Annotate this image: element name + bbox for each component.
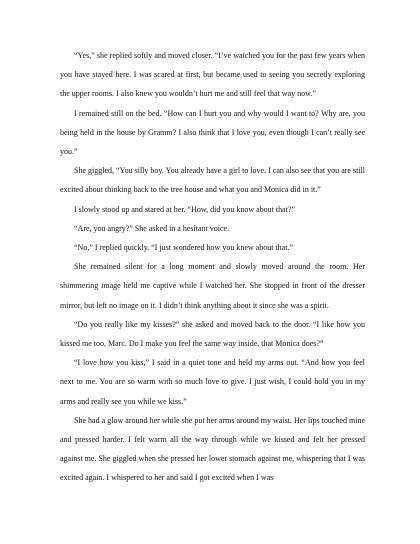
paragraph: I remained still on the bed. “How can I hurt you and why would I want to? Why are, you being held in the house by Gramm? I also think that I love you, even though I can’t really see you.” bbox=[60, 108, 365, 157]
paragraph: She giggled, “You silly boy. You already have a girl to love. I can also see that you are still excited about thinking back to the tree house and what you and Monica did in it.” bbox=[60, 166, 365, 195]
paragraph: She had a glow around her while she put her arms around my waist. Her lips touched mine and pressed harder. I felt warm all the way through while we kissed and felt her pressed against me. She giggled when she pressed her lower stomach against me, whispering that I was excited again. I whispered to her and said I got excited when I was bbox=[60, 415, 365, 483]
paragraph: She remained silent for a long moment and slowly moved around the room. Her shimmering image held me captive while I watched her. She stopped in front of the dresser mirror, but left no image on it. I didn’t think anything about it since she was a spirit. bbox=[60, 262, 365, 310]
page-text bbox=[60, 46, 365, 488]
paragraph: “Do you really like my kisses?” she asked and moved back to the door. “I like how you kissed me too, Marc. Do I make you feel the same way inside, that Monica does?” bbox=[60, 319, 365, 349]
paragraph: “No,” I replied quickly. “I just wondered how you knew about that.” bbox=[74, 243, 293, 253]
paragraph: I slowly stood up and stared at her. “How, did you know about that?” bbox=[74, 204, 295, 214]
paragraph: “Are, you angry?” She asked in a hesitant voice. bbox=[74, 223, 230, 233]
paragraph: “I love how you kiss,” I said in a quiet tone and held my arms out. “And how you feel next to me. You are so warm with so much love to give. I just wish, I could hold you in my arms and really see you while we kiss.” bbox=[60, 358, 365, 406]
paragraph: “Yes,” she replied softly and moved closer. “I’ve watched you for the past few years when you have stayed here. I was scared at first, but became used to seeing you secretly exploring the upper rooms. I also knew you wouldn’t hurt me and still feel that way now.” bbox=[60, 51, 365, 99]
